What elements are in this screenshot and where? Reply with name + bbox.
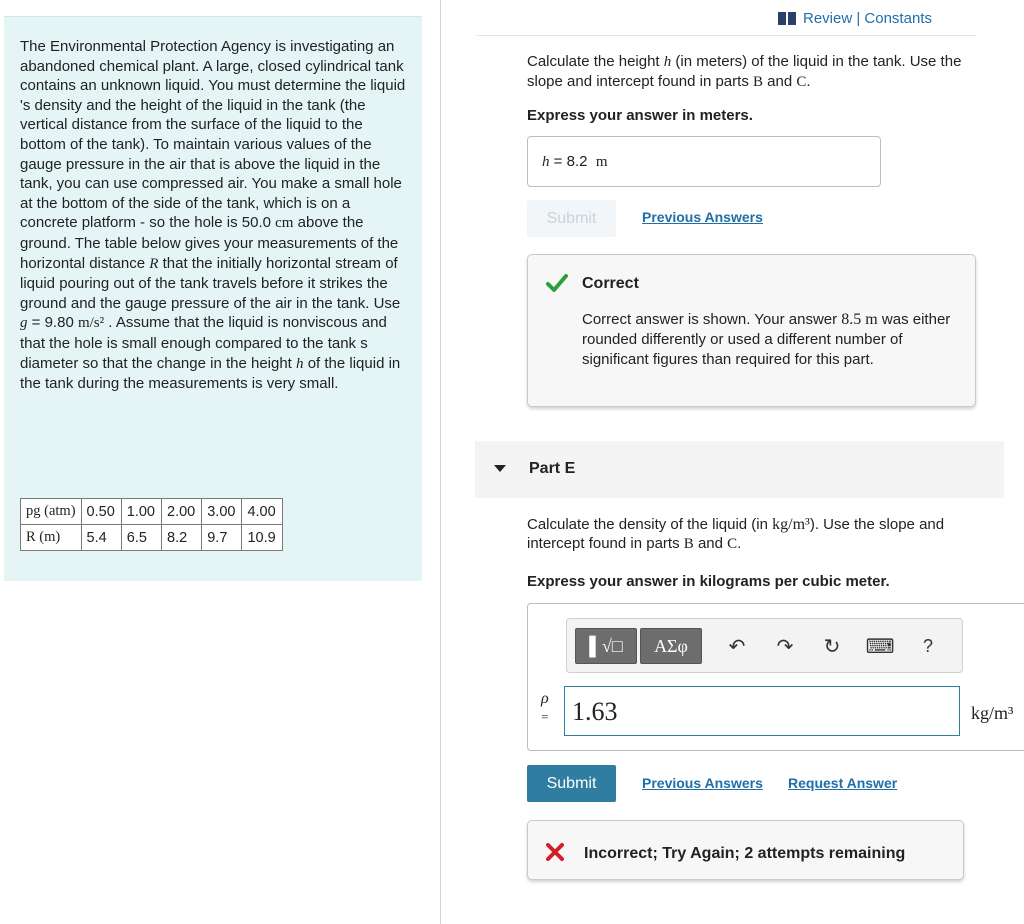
feedback-value: 8.5 m [841,311,878,328]
book-icon [778,12,796,25]
problem-text-part: The Environmental Protection Agency is investigating an abandoned chemical plant. A large, closed cylindrical tank contains an unknown liquid. You must determine the liquid 's density and the height of the liquid in the tank (the vertical distance from the surface of the liquid to the bottom of the tank). To maintain various values of the gauge pressure in the air that is above the liquid in the tank, you can use compressed air. You make a small hole at the bottom of the side of the tank, which is on a concrete platform - so the hole is 50.0 [20,38,406,232]
part-d-instruction: Express your answer in meters. [527,107,753,124]
question-text: and [693,535,728,552]
part-ref-B: B [683,536,694,552]
collapse-triangle-icon[interactable] [494,465,506,472]
table-cell: 5.4 [81,525,121,551]
rho-label [541,690,549,726]
part-ref-C: C [796,74,807,90]
var-h: h [663,54,672,70]
part-e-question [527,515,967,554]
divider [476,35,976,36]
review-constants-link[interactable] [778,10,932,27]
unit-g: m/s² [77,315,105,332]
question-text: (in meters) of the liquid in the tank. Use the slope and intercept found in parts [527,53,962,90]
table-header-cell: R (m) [21,525,82,551]
var-R: R [149,255,159,272]
reset-icon[interactable]: ↻ [823,635,841,658]
question-text: and [763,73,797,90]
feedback-body [582,310,962,370]
problem-panel [4,16,422,581]
undo-icon[interactable]: ↶ [728,635,746,658]
help-icon[interactable]: ? [922,635,933,656]
part-d-previous-answers-link[interactable]: Previous Answers [642,209,763,225]
part-e-label: Part E [529,460,576,477]
table-row [21,499,283,525]
part-d-submit-button[interactable]: Submit [527,200,616,237]
table-cell: 0.50 [81,499,121,525]
feedback-text: Correct answer is shown. Your answer [582,311,842,328]
feedback-title: Correct [582,275,639,292]
request-answer-link[interactable]: Request Answer [788,775,898,791]
part-ref-B: B [752,74,763,90]
part-e-submit-button[interactable]: Submit [527,765,616,802]
density-input[interactable]: 1.63 [564,686,960,736]
problem-text-part: that the initially horizontal stream of liquid pouring out of the tank travels before it strikes the ground and the gauge pressure of the air in the tank. Use [20,254,401,312]
table-cell: 4.00 [242,499,282,525]
question-text: . [737,535,742,552]
part-e-previous-answers-link[interactable]: Previous Answers [642,775,763,791]
feedback-text: was either rounded differently or used a different number of significant figures than required for this part. [582,311,951,368]
problem-text-part: of the liquid in the tank during the measurements is very small. [20,354,401,393]
part-d-answer [542,153,607,171]
table-cell: 2.00 [162,499,202,525]
keyboard-icon[interactable]: ⌨ [865,635,895,658]
question-text: . [806,73,811,90]
problem-text-part: . Assume that the liquid is nonviscous and that the hole is small enough compared to the tank s diameter so that the change in the height [20,314,387,372]
var-h: h [296,355,304,372]
templates-button[interactable]: ▌√□ [575,628,637,664]
table-cell: 1.00 [121,499,161,525]
problem-statement [20,37,410,394]
part-e-instruction: Express your answer in kilograms per cubic meter. [527,573,890,590]
review-link-label: Review | Constants [803,10,932,27]
part-d-question [527,52,967,92]
equals-sign: = [541,709,549,724]
incorrect-message: Incorrect; Try Again; 2 attempts remaining [584,845,906,862]
table-row [21,525,283,551]
table-cell: 9.7 [202,525,242,551]
table-cell: 10.9 [242,525,282,551]
table-cell: 8.2 [162,525,202,551]
question-unit: kg/m³ [772,516,810,533]
measurements-table [20,498,283,551]
column-divider [440,0,441,924]
incorrect-feedback-box [527,820,964,880]
correct-feedback-box [527,254,976,407]
x-icon [546,843,564,861]
symbols-button[interactable]: ΑΣφ [640,628,702,664]
problem-text-part: above the ground. The table below gives your measurements of the horizontal distance [20,214,399,272]
question-text: Calculate the density of the liquid (in [527,516,773,533]
answer-variable: h [542,154,550,170]
table-cell: 3.00 [202,499,242,525]
part-e-header[interactable] [475,441,1004,498]
part-ref-C: C [727,536,738,552]
redo-icon[interactable]: ↷ [776,635,794,658]
unit-cm: cm [275,215,294,232]
part-d-answer-box [527,136,881,187]
answer-equals: = [549,153,567,170]
answer-value: 8.2 [566,153,588,170]
question-text: ). Use the slope and intercept found in parts [527,516,945,552]
question-text: Calculate the height [527,53,664,70]
var-g: g [20,315,28,332]
units-label: kg/m³ [971,703,1014,723]
problem-text-part: = 9.80 [27,314,78,332]
table-cell: 6.5 [121,525,161,551]
math-toolbar [566,618,963,673]
check-icon [546,273,568,293]
rho-symbol: ρ [541,690,549,707]
table-header-cell: pg (atm) [21,499,82,525]
answer-unit: m [595,154,608,170]
